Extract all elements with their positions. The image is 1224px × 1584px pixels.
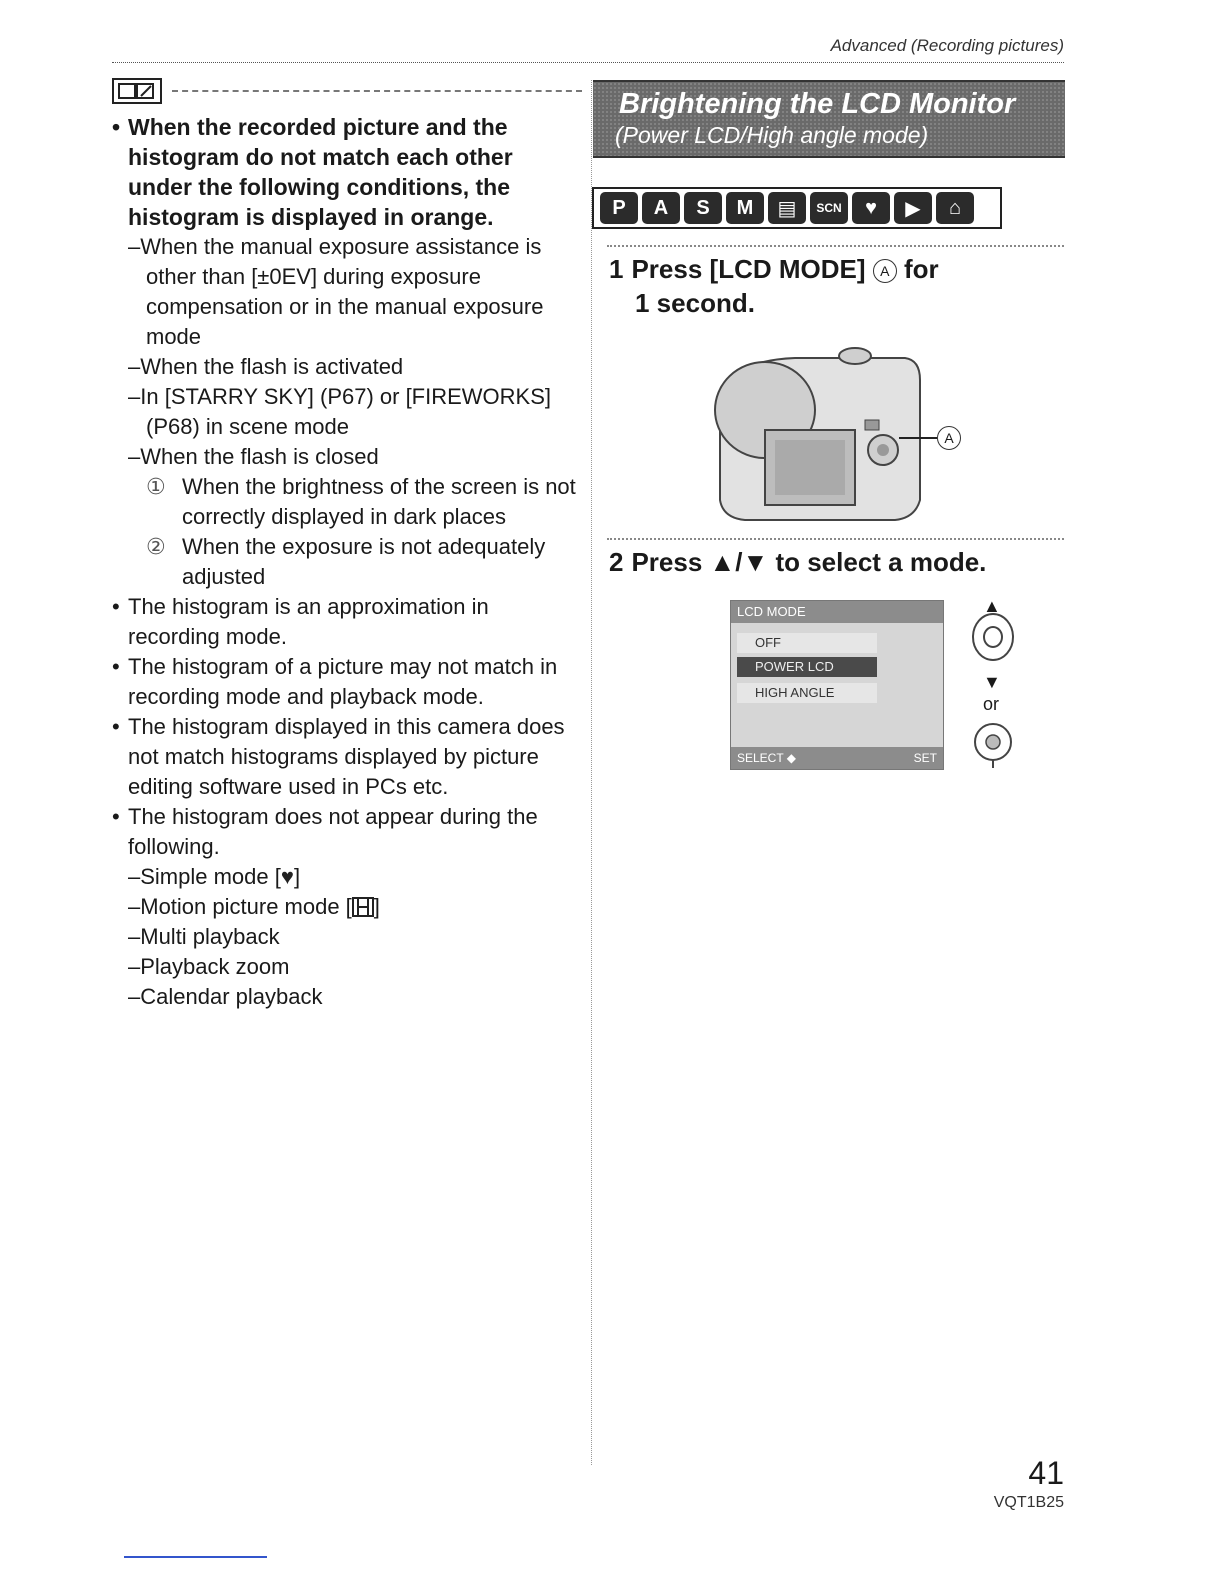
lcd-title: LCD MODE (731, 601, 943, 623)
step-divider (607, 245, 1064, 247)
footer-line (124, 1556, 267, 1558)
note-dash-line (172, 90, 582, 92)
film-icon (352, 894, 374, 919)
lcd-option-off: OFF (737, 633, 877, 653)
camera-callout-a: A (937, 426, 961, 450)
mode-a-icon: A (642, 192, 680, 224)
down-arrow-icon: ▼ (983, 672, 1001, 692)
not-appear-item: –Calendar playback (128, 984, 323, 1009)
step-divider (607, 538, 1064, 540)
bullet-item: • The histogram is an approximation in recording mode. (112, 594, 489, 649)
not-appear-item: –Playback zoom (128, 954, 290, 979)
not-appear-item: –Multi playback (128, 924, 280, 949)
orange-histogram-note: • When the recorded picture and the histogram do not match each other under the following conditions, the histogram is displayed in orange. (112, 114, 513, 230)
page-number: 41 (1028, 1455, 1064, 1491)
condition-item: –In [STARRY SKY] (P67) or [FIREWORKS] (P68) in scene mode (128, 384, 552, 439)
joystick-icon (972, 716, 1014, 773)
print-mode-icon: ⌂ (936, 192, 974, 224)
marker-a-icon: A (873, 259, 897, 283)
lcd-option-power-lcd: POWER LCD (737, 657, 877, 677)
or-label: or (983, 694, 1000, 714)
mode-p-icon: P (600, 192, 638, 224)
heart-icon: ♥ (280, 864, 294, 889)
banner-title: Brightening the LCD Monitor (619, 88, 1016, 120)
simple-mode-icon: ♥ (852, 192, 890, 224)
left-column (112, 76, 582, 1012)
cursor-button-icon (970, 612, 1016, 667)
condition-item: –When the manual exposure assistance is other than [±0EV] during exposure compensation or in the manual exposure mode (128, 234, 544, 349)
condition-item: –When the flash is closed (128, 444, 379, 469)
scene-mode-icon: SCN (810, 192, 848, 224)
banner-subtitle: (Power LCD/High angle mode) (615, 122, 929, 148)
lcd-mode-screen (730, 600, 944, 770)
mode-m-icon: M (726, 192, 764, 224)
section-header: Advanced (Recording pictures) (830, 36, 1064, 55)
bullet-item: • The histogram does not appear during the following. (112, 804, 538, 859)
header-rule (112, 62, 1064, 63)
not-appear-item: –Motion picture mode [ ] (128, 894, 380, 919)
sub-condition-item: ② When the exposure is not adequately adjusted (146, 534, 546, 589)
up-arrow-icon: ▲ (983, 596, 1001, 616)
mode-s-icon: S (684, 192, 722, 224)
note-header (112, 76, 582, 106)
playback-mode-icon: ▶ (894, 192, 932, 224)
motion-picture-mode-icon: ▤ (768, 192, 806, 224)
camera-illustration (705, 340, 965, 535)
step-2: 2 Press ▲/▼ to select a mode. (609, 547, 987, 577)
step-1: 1 Press [LCD MODE] A for 1 second. (609, 254, 939, 318)
document-code: VQT1B25 (993, 1494, 1064, 1511)
bullet-item: • The histogram of a picture may not match in recording mode and playback mode. (112, 654, 558, 709)
lcd-footer: SELECT ◆ SET (731, 747, 943, 769)
lcd-option-high-angle: HIGH ANGLE (737, 683, 877, 703)
note-icon (112, 78, 162, 104)
sub-condition-item: ① When the brightness of the screen is not correctly displayed in dark places (146, 474, 576, 529)
column-divider (591, 80, 592, 1465)
bullet-item: • The histogram displayed in this camera does not match histograms displayed by picture editing software used in PCs etc. (112, 714, 565, 799)
condition-item: –When the flash is activated (128, 354, 404, 379)
mode-icon-strip (592, 187, 1002, 229)
section-banner (593, 80, 1065, 158)
not-appear-item: –Simple mode [♥] (128, 864, 301, 889)
